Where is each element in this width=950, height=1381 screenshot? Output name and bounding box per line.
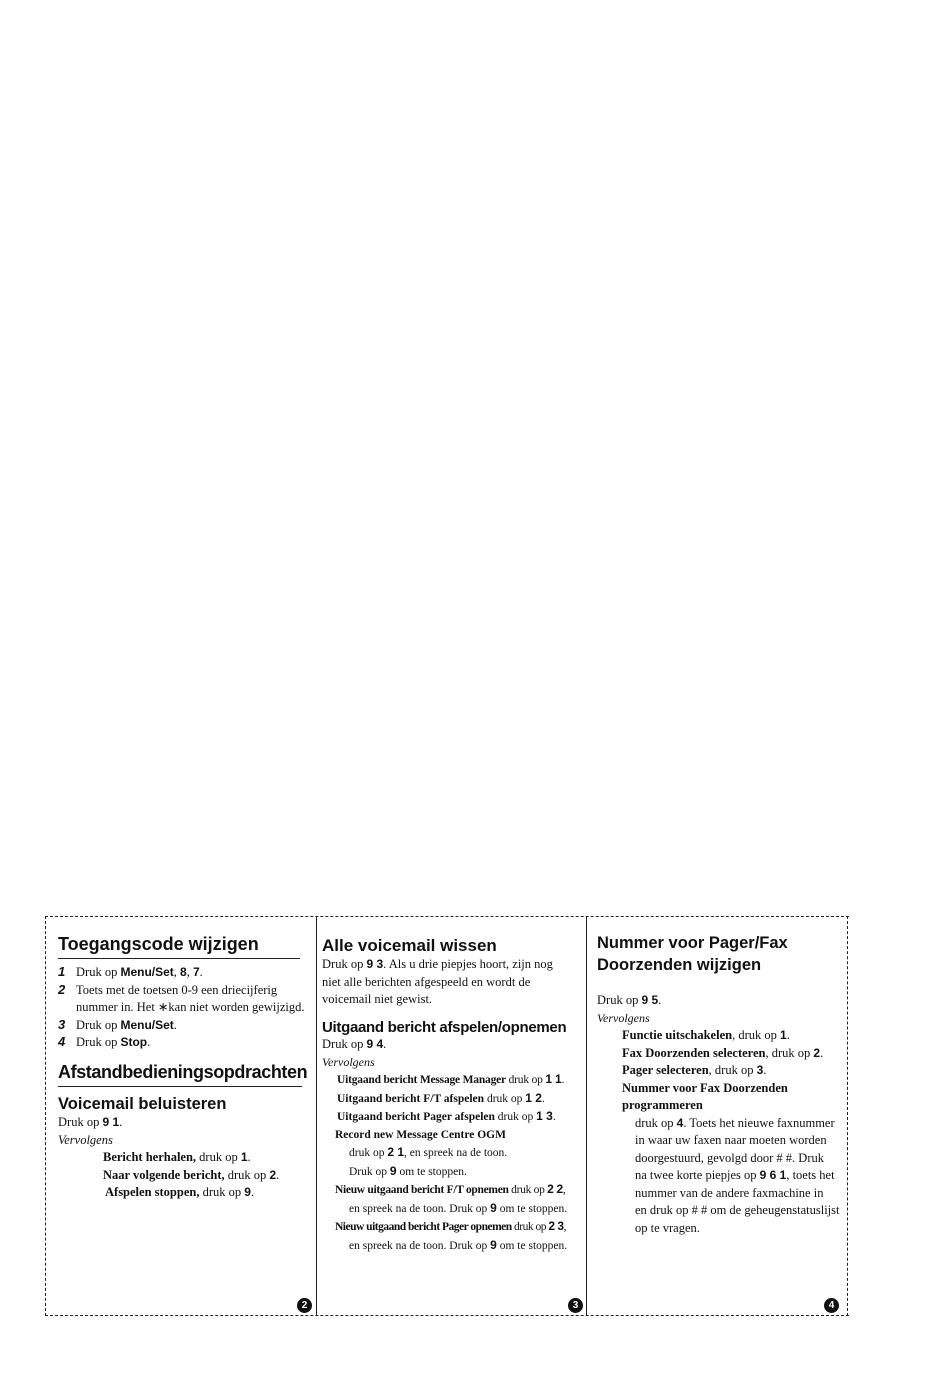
- item-pager-play: Uitgaand bericht Pager afspelen druk op 1 3.: [337, 1109, 556, 1123]
- intro-line-2: niet alle berichten afgespeeld en wordt de: [322, 974, 531, 989]
- panel-title: Alle voicemail wissen: [322, 936, 497, 955]
- item-pager-record: Nieuw uitgaand bericht Pager opnemen druk op 2 3,: [335, 1219, 566, 1233]
- panel-title-line-2: Doorzenden wijzigen: [597, 956, 762, 974]
- instruction-card: [45, 916, 849, 1316]
- item-ft-play: Uitgaand bericht F/T afspelen druk op 1 2.: [337, 1090, 545, 1105]
- program-title-line-2: programmeren: [622, 1098, 703, 1112]
- step-3: 3 Druk op Menu/Set.: [58, 1016, 177, 1032]
- cut-line-left: [45, 916, 46, 1316]
- druk-op-line: Druk op 9 1.: [58, 1115, 123, 1129]
- option-repeat: Bericht herhalen, druk op 1.: [103, 1150, 251, 1164]
- section-title: Uitgaand bericht afspelen/opnemen: [322, 1019, 567, 1036]
- item-pager: Pager selecteren, druk op 3.: [622, 1063, 767, 1077]
- cut-line-right: [847, 916, 848, 1316]
- program-instructions: druk op 4. Toets het nieuwe faxnummer in waar uw faxen naar moeten worden doorgestuurd, gevolgd door # #. Druk na twee korte piepjes op 9 6 1, toets het nummer van de andere faxmachine in en druk op # # om de geheugenstatuslijst op te vragen.: [635, 1115, 840, 1235]
- item-message-manager: Uitgaand bericht Message Manager druk op 1 1.: [337, 1072, 565, 1086]
- step-2: 2 Toets met de toetsen 0-9 een driecijferig nummer in. Het ∗kan niet worden gewijzigd.: [58, 981, 305, 1014]
- panel-title: Toegangscode wijzigen: [58, 934, 300, 959]
- item-ft-record: Nieuw uitgaand bericht F/T opnemen druk op 2 2,: [335, 1182, 566, 1196]
- options-list: [58, 1149, 308, 1202]
- page-number-badge: 4: [824, 1298, 839, 1313]
- vervolgens-label: Vervolgens: [58, 1132, 113, 1147]
- record-block: Record new Message Centre OGM druk op 2 1, en spreek na de toon. Druk op 9 om te stoppen. Nieuw uitgaand bericht F/T opnemen druk op 2 2, en spreek na de toon. Druk op 9 om te stoppen. Nieuw uitgaand bericht Pager opnemen druk op 2 3, en spreek na de toon. Druk op 9 om te stoppen.: [322, 1127, 587, 1256]
- step-1: 1 Druk op Menu/Set, 8, 7.: [58, 964, 203, 979]
- panel-pager-fax: [597, 916, 847, 1316]
- intro-line-3: voicemail niet gewist.: [322, 992, 433, 1006]
- items-list: [322, 1071, 587, 1127]
- panel-access-code: [58, 916, 316, 1316]
- intro-line-1: Druk op 9 3. Als u drie piepjes hoort, zijn nog: [322, 957, 553, 971]
- option-next: Naar volgende bericht, druk op 2.: [103, 1167, 280, 1182]
- voicemail-title: Voicemail beluisteren: [58, 1095, 227, 1113]
- items-list: [597, 1027, 847, 1237]
- vervolgens-label: Vervolgens: [597, 1010, 650, 1025]
- panel-title-line-1: Nummer voor Pager/Fax: [597, 934, 788, 952]
- panel-delete-voicemail: [322, 916, 587, 1316]
- vervolgens-label: Vervolgens: [322, 1054, 375, 1069]
- druk-op-line: Druk op 9 5.: [597, 993, 662, 1007]
- steps-list: [58, 964, 316, 1052]
- item-fax-forward: Fax Doorzenden selecteren, druk op 2.: [622, 1045, 824, 1060]
- step-4: 4 Druk op Stop.: [58, 1034, 151, 1049]
- page-number-badge: 3: [568, 1298, 583, 1313]
- fold-line-1: [316, 916, 317, 1316]
- option-stop: Afspelen stoppen, druk op 9.: [105, 1185, 255, 1199]
- page-number-badge: 2: [297, 1298, 312, 1313]
- program-title-line-1: Nummer voor Fax Doorzenden: [622, 1080, 788, 1095]
- item-disable: Functie uitschakelen, druk op 1.: [622, 1028, 790, 1042]
- remote-commands-title: Afstandbedieningsopdrachten: [58, 1062, 302, 1087]
- druk-op-line: Druk op 9 4.: [322, 1037, 387, 1051]
